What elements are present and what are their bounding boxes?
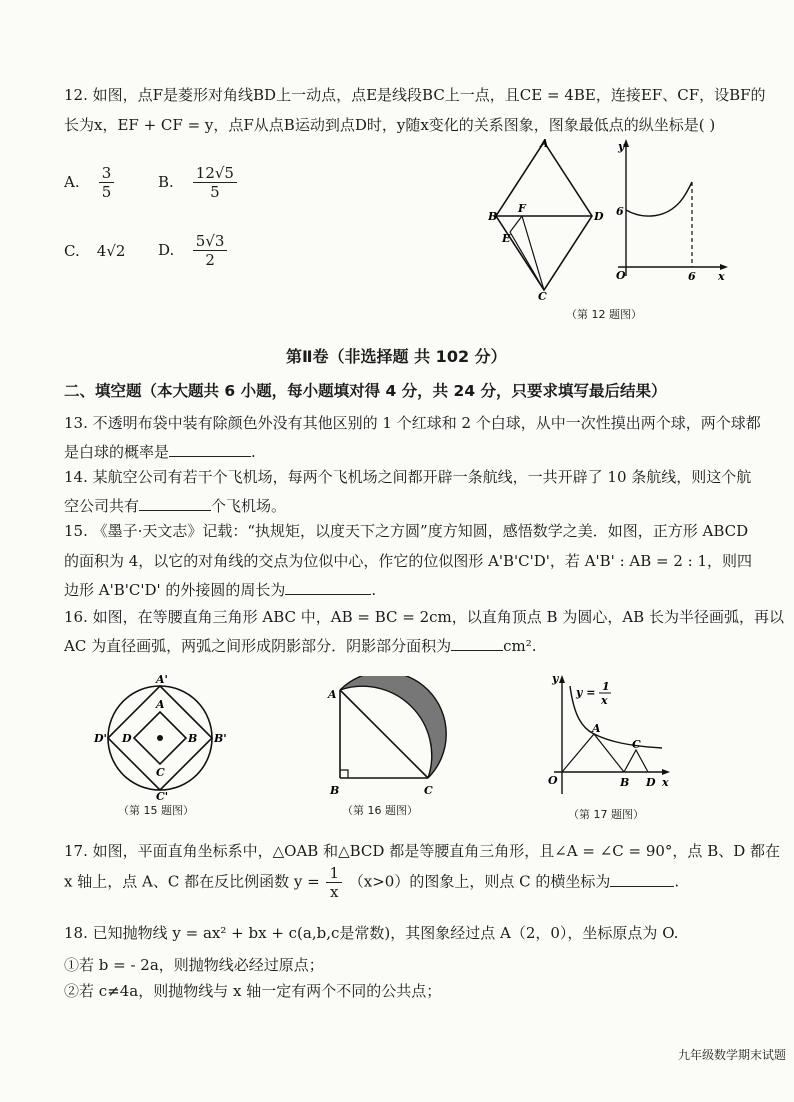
label-B-prime: B' (214, 732, 227, 745)
label-eq: y = (576, 686, 596, 699)
label-C: C (424, 784, 433, 797)
frac-num: 1 (326, 864, 342, 883)
graph-x6-label: 6 (688, 270, 696, 283)
q16-line2-post: cm². (503, 637, 537, 655)
label-C: C (632, 738, 641, 751)
q12-caption: （第 12 题图） (566, 308, 642, 321)
frac-den: 5 (101, 183, 112, 201)
frac-den: 5 (210, 183, 220, 201)
q15-figure (90, 672, 240, 802)
frac-den: x (329, 883, 339, 901)
q17-line1: 17. 如图，平面直角坐标系中，△OAB 和△BCD 都是等腰直角三角形，且∠A = ∠C = 90°，点 B、D 都在 (64, 842, 781, 860)
label-C: C (538, 290, 547, 302)
label-eq-den: x (601, 694, 608, 707)
graph-x-label: x (718, 270, 725, 283)
label-B: B (620, 776, 630, 789)
label-origin: O (548, 774, 558, 787)
q13-line1: 13. 不透明布袋中装有除颜色外没有其他区别的 1 个红球和 2 个白球，从中一次性摸出两个球，两个球都 (64, 414, 761, 432)
label-D: D (594, 210, 604, 223)
frac-num: 12√5 (193, 164, 237, 183)
option-label: A. (64, 172, 80, 191)
option-fraction (99, 164, 115, 201)
label-A-prime: A' (156, 673, 168, 686)
q18-item2: ②若 c≠4a，则抛物线与 x 轴一定有两个不同的公共点； (64, 982, 442, 1000)
q12-option-d (158, 232, 229, 269)
q17-line2-pre: x 轴上，点 A、C 都在反比例函数 y = (64, 872, 320, 891)
label-F: F (518, 202, 526, 215)
label-A: A (156, 698, 165, 711)
q15-caption: （第 15 题图） (118, 804, 194, 817)
label-A: A (540, 137, 549, 150)
label-C-prime: C' (156, 790, 169, 802)
frac-den: 2 (205, 251, 215, 269)
label-A: A (328, 688, 337, 701)
q17-caption: （第 17 题图） (568, 808, 644, 821)
q14-line1: 14. 某航空公司有若干个飞机场，每两个飞机场之间都开辟一条航线，一共开辟了 10 条航线，则这个航 (64, 468, 752, 486)
q15-line2: 的面积为 4，以它的对角线的交点为位似中心，作它的位似图形 A'B'C'D'，若 A'B' : AB = 2 : 1，则四 (64, 552, 753, 570)
label-B: B (330, 784, 340, 797)
label-y-axis: y (552, 672, 559, 685)
q13-answer-blank[interactable] (169, 440, 251, 457)
q17-answer-blank[interactable] (610, 870, 674, 887)
label-x-axis: x (662, 776, 669, 789)
option-value: 4√2 (96, 242, 126, 260)
q14-line2 (64, 494, 286, 517)
q14-answer-blank[interactable] (139, 494, 211, 511)
label-B: B (488, 210, 498, 223)
option-fraction (193, 164, 237, 201)
label-B: B (188, 732, 198, 745)
q18-line1: 18. 已知抛物线 y = ax² + bx + c(a,b,c是常数)，其图象经过点 A（2，0），坐标原点为 O. (64, 924, 679, 942)
q15-line1: 15. 《墨子·天文志》记载：“执规矩，以度天下之方圆”度方知圆，感悟数学之美．如图，正方形 ABCD (64, 522, 749, 540)
label-D: D (646, 776, 656, 789)
part2-title: 第Ⅱ卷（非选择题 共 102 分） (286, 347, 507, 366)
q12-line1: 12. 如图，点F是菱形对角线BD上一动点，点E是线段BC上一点，且CE = 4BE，连接EF、CF，设BF的 (64, 86, 766, 104)
graph-y6-label: 6 (616, 205, 624, 218)
page-footer: 九年级数学期末试题 (677, 1048, 786, 1062)
option-label: D. (158, 240, 175, 259)
label-A: A (592, 722, 601, 735)
option-label: C. (64, 242, 80, 260)
graph-origin-label: O (616, 269, 626, 282)
label-D: D (122, 732, 132, 745)
q12-option-c (64, 240, 125, 262)
q12-line2: 长为x，EF + CF = y，点F从点B运动到点D时，y随x变化的关系图象，图象最低点的纵坐标是( ) (64, 116, 716, 134)
label-E: E (502, 232, 511, 245)
q13-line2 (64, 440, 256, 463)
q14-line2-post: 个飞机场。 (211, 497, 287, 515)
q15-line3-pre: 边形 A'B'C'D' 的外接圆的周长为 (64, 581, 286, 599)
q15-line3 (64, 578, 376, 601)
q16-line2-pre: AC 为直径画弧，两弧之间形成阴影部分．阴影部分面积为 (64, 637, 452, 655)
q17-figure (538, 670, 678, 800)
q12-graph-figure (600, 136, 730, 286)
q18-item1: ①若 b = - 2a，则抛物线必经过原点； (64, 956, 324, 974)
q17-line2-post: . (674, 872, 680, 891)
label-C: C (156, 766, 165, 779)
q16-answer-blank[interactable] (451, 634, 503, 651)
q15-line3-post: . (371, 581, 377, 599)
q12-option-b (158, 164, 239, 201)
q12-option-a (64, 164, 116, 201)
option-label: B. (158, 172, 174, 191)
q13-line2-post: . (251, 443, 256, 461)
q14-line2-pre: 空公司共有 (64, 497, 140, 515)
section2-title: 二、填空题（本大题共 6 小题，每小题填对得 4 分，共 24 分，只要求填写最后结果） (64, 382, 667, 400)
q17-line2 (64, 864, 679, 901)
q17-line2-mid: （x>0）的图象上，则点 C 的横坐标为 (348, 872, 611, 891)
q16-figure (318, 676, 468, 800)
q16-line2 (64, 634, 537, 657)
q16-caption: （第 16 题图） (342, 804, 418, 817)
graph-y-label: y (618, 140, 625, 153)
q12-rhombus-figure (488, 136, 608, 302)
frac-num: 3 (99, 164, 115, 183)
label-eq-num: 1 (602, 680, 610, 693)
q16-line1: 16. 如图，在等腰直角三角形 ABC 中，AB = BC = 2cm，以直角顶点 B 为圆心，AB 长为半径画弧，再以 (64, 608, 784, 626)
q17-function-fraction (326, 864, 342, 901)
option-fraction (193, 232, 228, 269)
q13-line2-pre: 是白球的概率是 (64, 443, 170, 461)
frac-num: 5√3 (193, 232, 228, 251)
label-D-prime: D' (94, 732, 107, 745)
q15-answer-blank[interactable] (285, 578, 371, 595)
